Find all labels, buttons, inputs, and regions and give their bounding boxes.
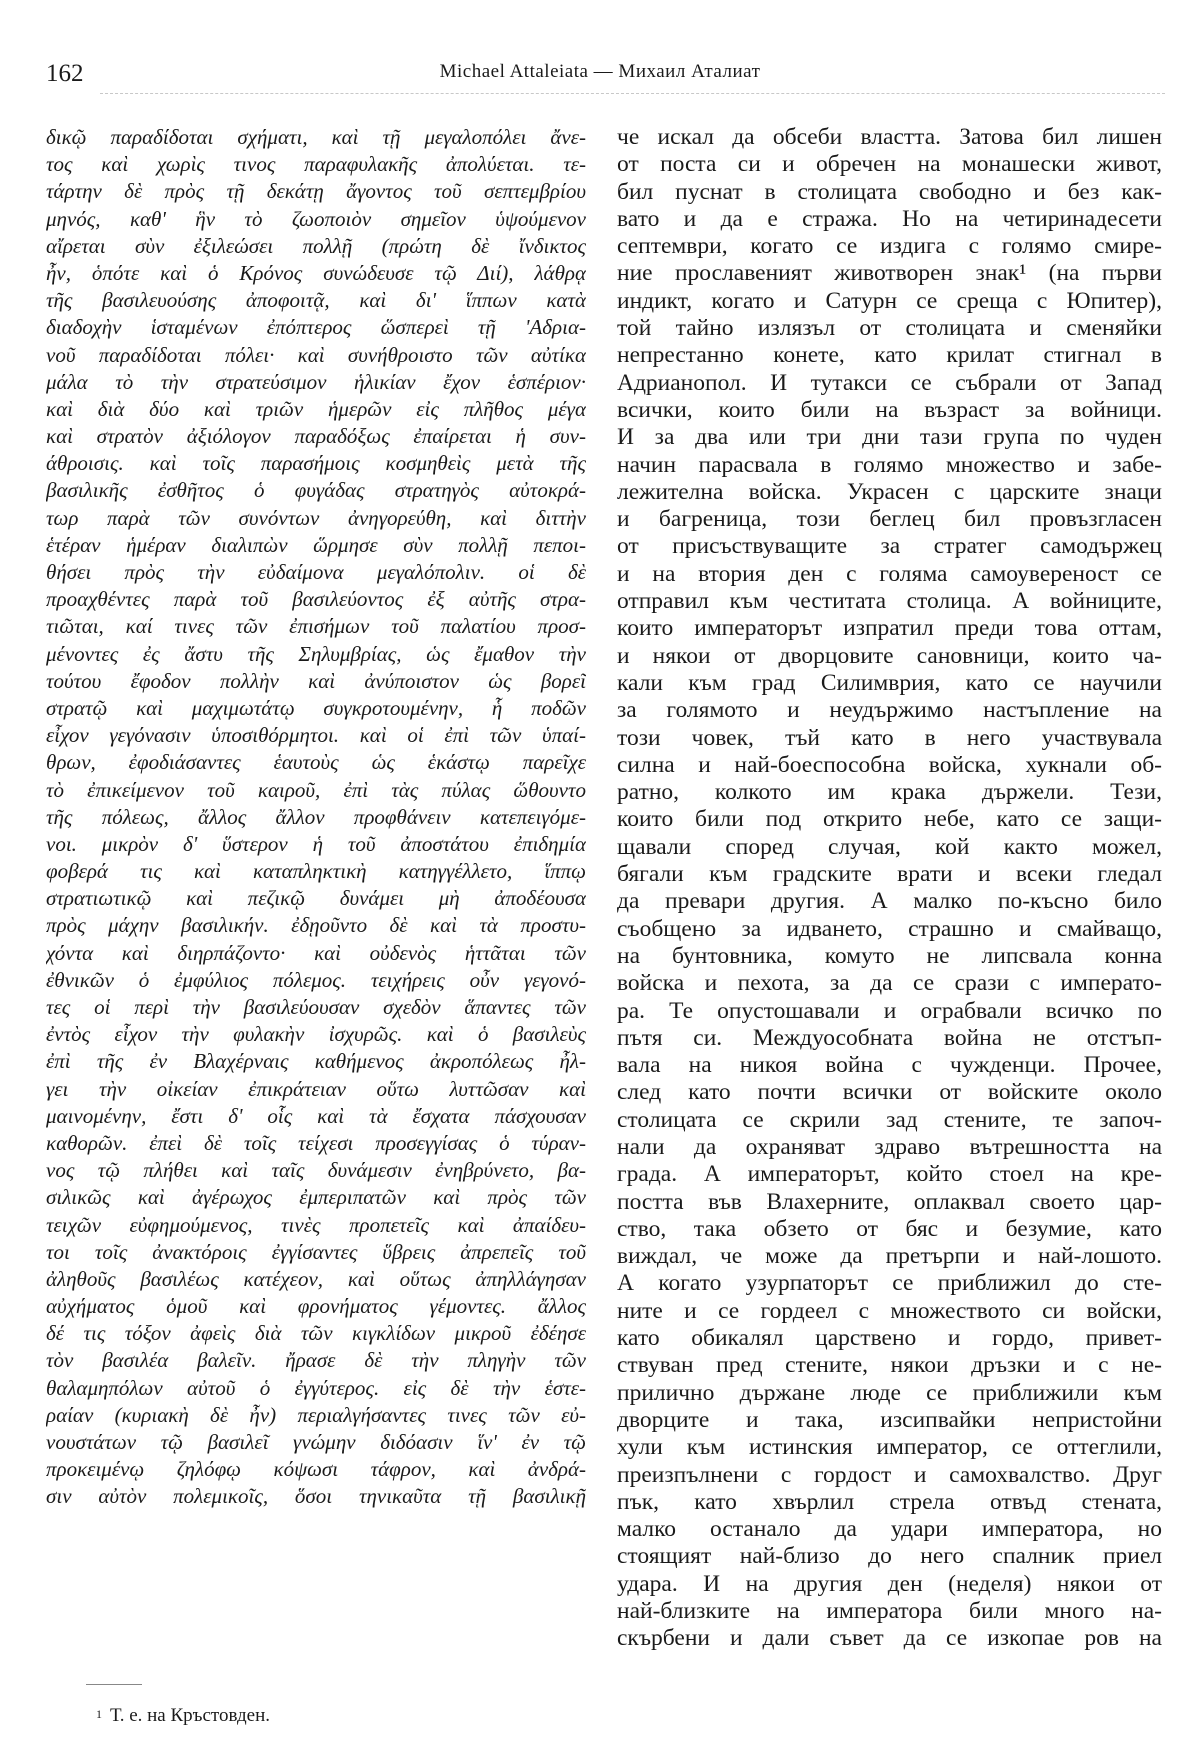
- text-line: като обикалял царствено и гордо, привет-: [617, 1325, 1162, 1352]
- text-line: преизпълнени с гордост и самохвалство. Друг: [617, 1461, 1162, 1488]
- text-line: виждал, че може да претърпи и най-лошото.: [617, 1243, 1162, 1270]
- text-line: φοβερά τις καὶ καταπληκτικὴ κατηγγέλλετο, ἵππῳ: [46, 859, 586, 884]
- text-line: хули към истинския император, се оттеглили,: [617, 1434, 1162, 1461]
- text-line: бягали към градските врати и всеки гледал: [617, 861, 1162, 888]
- text-line: от присъствуващите за стратег самодържец: [617, 533, 1162, 560]
- text-line: града. А императорът, който стоел на кре-: [617, 1161, 1162, 1188]
- text-line: ἀληθοῦς βασιλέως κατέχεον, καὶ οὕτως ἀπηλλάγησαν: [46, 1266, 586, 1291]
- text-line: вала на никоя война с чужденци. Прочее,: [617, 1052, 1162, 1079]
- text-line: αὐχήματος ὁμοῦ καὶ φρονήματος γέμοντες. ἄλλος: [46, 1294, 586, 1319]
- text-line: ратно, колкото им крака държели. Тези,: [617, 779, 1162, 806]
- text-line: и багреница, този беглец бил провъзгласен: [617, 506, 1162, 533]
- text-line: и на втория ден с голяма самоувереност се: [617, 560, 1162, 587]
- text-line: войска и пехота, за да се срази с императо-: [617, 970, 1162, 997]
- text-line: столицата се скрили зад стените, те започ-: [617, 1106, 1162, 1133]
- footnote: [96, 1705, 270, 1727]
- text-line: καθορῶν. ἐπεὶ δὲ τοῖς τείχεσι προσεγγίσας ὁ τύραν-: [46, 1130, 586, 1155]
- text-line: прилично държане люде се приближили към: [617, 1379, 1162, 1406]
- text-line: Адрианопол. И тутакси се събрали от Запад: [617, 369, 1162, 396]
- text-line: пътя си. Междуособната война не отстъп-: [617, 1024, 1162, 1051]
- text-line: καὶ διὰ δύο καὶ τριῶν ἡμερῶν εἰς πλῆθος μέγα: [46, 396, 586, 421]
- text-line: ἐπὶ τῆς ἐν Βλαχέρναις καθήμενος ἀκροπόλεως ἦλ-: [46, 1049, 586, 1074]
- text-line: μάλα τὸ τὴν στρατεύσιμον ἡλικίαν ἔχον ἑσπέριον·: [46, 369, 586, 394]
- text-line: θαλαμηπόλων αὐτοῦ ὁ ἐγγύτερος. εἰς δὲ τὴν ἑστε-: [46, 1375, 586, 1400]
- text-line: ἐθνικῶν ὁ ἐμφύλιος πόλεμος. τειχήρεις οὖν γεγονό-: [46, 967, 586, 992]
- text-line: лежителна войска. Украсен с царските знаци: [617, 478, 1162, 505]
- text-line: удара. И на другия ден (неделя) някои от: [617, 1570, 1162, 1597]
- text-line: вато и да е стража. Но на четиринадесети: [617, 205, 1162, 232]
- text-line: след като почти всички от войските около: [617, 1079, 1162, 1106]
- text-line: τὸν βασιλέα βαλεῖν. ἤρασε δὲ τὴν πληγὴν τῶν: [46, 1348, 586, 1373]
- text-line: които императорът изпратил преди това оттам,: [617, 615, 1162, 642]
- text-line: този човек, тъй като в него участвувала: [617, 724, 1162, 751]
- text-line: μηνός, καθ' ἣν τὸ ζωοποιὸν σημεῖον ὑψούμενον: [46, 206, 586, 231]
- text-line: βασιλικῆς ἐσθῆτος ὁ φυγάδας στρατηγὸς αὐτοκρά-: [46, 478, 586, 503]
- text-line: νοῦ παραδίδοται πόλει· καὶ συνήθροιστο τῶν αὐτίκα: [46, 342, 586, 367]
- text-line: θήσει πρὸς τὴν εὐδαίμονα μεγαλόπολιν. οἱ δὲ: [46, 560, 586, 584]
- text-line: τες οἱ περὶ τὴν βασιλεύουσαν σχεδὸν ἅπαντες τῶν: [46, 995, 586, 1019]
- text-line: кали към град Силимврия, като се научили: [617, 669, 1162, 696]
- text-line: στρατῷ καὶ μαχιμωτάτῳ συγκροτουμένην, ἧ ποδῶν: [46, 695, 586, 720]
- text-line: σιν αὐτὸν πολεμικοῖς, ὅσοι τηνικαῦτα τῇ βασιλικῇ: [46, 1484, 586, 1509]
- text-line: щавали според случая, кой както можел,: [617, 833, 1162, 860]
- text-line: всички, които били на възраст за войници.: [617, 396, 1162, 423]
- text-line: най-близките на императора били много на-: [617, 1598, 1162, 1625]
- text-line: начин парасвала в голямо множество и забе-: [617, 451, 1162, 478]
- text-line: да превари другия. А малко по-късно било: [617, 888, 1162, 915]
- text-line: ἑτέραν ἡμέραν διαλιπὼν ὥρμησε σὺν πολλῇ πεποι-: [46, 532, 586, 557]
- text-line: χόντα καὶ διηρπάζοντο· καὶ οὐδενὸς ἡττᾶται τῶν: [46, 940, 586, 965]
- text-line: ἐντὸς εἶχον τὴν φυλακὴν ἰσχυρῶς. καὶ ὁ βασιλεὺς: [46, 1022, 586, 1047]
- text-line: καὶ στρατὸν ἀξιόλογον παραδόξως ἐπαίρεται ἡ συν-: [46, 424, 586, 449]
- text-line: μένοντες ἐς ἄστυ τῆς Σηλυμβρίας, ὡς ἔμαθον τὴν: [46, 641, 586, 666]
- footnote-text: Т. е. на Кръстовден.: [110, 1705, 270, 1726]
- text-line: νοι. μικρὸν δ' ὕστερον ἡ τοῦ ἀποστάτου ἐπιδημία: [46, 831, 586, 856]
- text-line: νουστάτων τῷ βασιλεῖ γνώμην διδόασιν ἵν' ἐν τῷ: [46, 1430, 586, 1454]
- text-line: които били под открито небе, като се защи-: [617, 806, 1162, 833]
- text-line: И за два или три дни тази група по чуден: [617, 424, 1162, 451]
- text-line: τος καὶ χωρὶς τινος παραφυλακῆς ἀπολύεται. τε-: [46, 152, 586, 177]
- text-line: εἶχον γεγόνασιν ὑποσιθόρμητοι. καὶ οἱ ἐπὶ τῶν ὑπαί-: [46, 723, 586, 748]
- text-line: на бунтовника, комуто не липсвала конна: [617, 942, 1162, 969]
- text-line: стоящият най-близо до него спалник приел: [617, 1543, 1162, 1570]
- text-line: τούτου ἔφοδον πολλὴν καὶ ἀνύποιστον ὡς βορεῖ: [46, 668, 586, 693]
- text-line: τωρ παρὰ τῶν συνόντων ἀνηγορεύθη, καὶ διττὴν: [46, 505, 586, 530]
- text-line: αἴρεται σὺν ἐξιλεώσει πολλῇ (πρώτη δὲ ἴνδικτος: [46, 233, 586, 258]
- text-line: септември, когато се издига с голямо смире-: [617, 233, 1162, 260]
- text-line: А когато узурпаторът се приближил до сте-: [617, 1270, 1162, 1297]
- header-divider: [100, 93, 1165, 94]
- text-line: πρὸς μάχην βασιλικήν. ἐδῃοῦντο δὲ καὶ τὰ προστυ-: [46, 913, 586, 938]
- text-line: за голямото и неудържимо настъпление на: [617, 697, 1162, 724]
- text-line: бил пуснат в столицата свободно и без как-: [617, 178, 1162, 205]
- text-line: σιλικῶς καὶ ἀγέρωχος ἐμπεριπατῶν καὶ πρὸς τῶν: [46, 1185, 586, 1210]
- text-line: διαδοχὴν ἱσταμένων ἐπόπτερος ὥσπερεὶ τῇ 'Αδρια-: [46, 315, 586, 340]
- text-line: νος τῷ πλήθει καὶ ταῖς δυνάμεσιν ἐνηβρύνετο, βα-: [46, 1158, 586, 1183]
- text-line: τοι τοῖς ἀνακτόροις ἐγγίσαντες ὕβρεις ἀπρεπεῖς τοῦ: [46, 1239, 586, 1264]
- text-line: προαχθέντες παρὰ τοῦ βασιλεύοντος ἐξ αὐτῆς στρα-: [46, 587, 586, 612]
- text-line: τειχῶν εὐφημούμενος, τινὲς προπετεῖς καὶ ἀπαίδευ-: [46, 1212, 586, 1237]
- text-line: δικῷ παραδίδοται σχήματι, καὶ τῇ μεγαλοπόλει ἄνε-: [46, 125, 586, 149]
- text-line: и някои от дворцовите сановници, които ча-: [617, 642, 1162, 669]
- text-line: непрестанно конете, като крилат стигнал в: [617, 342, 1162, 369]
- text-line: отправил към честитата столица. А войниците,: [617, 588, 1162, 615]
- text-line: τὸ ἐπικείμενον τοῦ καιροῦ, ἐπὶ τὰς πύλας ὥθουντο: [46, 777, 586, 802]
- text-line: τάρτην δὲ πρὸς τῇ δεκάτῃ ἄγοντος τοῦ σεπτεμβρίου: [46, 179, 586, 204]
- text-line: μαινομένην, ἔστι δ' οἷς καὶ τὰ ἔσχατα πάσχουσαν: [46, 1103, 586, 1128]
- text-line: γει τὴν οἰκείαν ἐπικράτειαν οὕτω λυττῶσαν καὶ: [46, 1076, 586, 1101]
- text-line: τῆς βασιλευούσης ἀποφοιτᾷ, καὶ δι' ἵππων κατὰ: [46, 288, 586, 313]
- text-line: ραίαν (κυριακὴ δὲ ἦν) περιαλγήσαντες τινες τῶν εὐ-: [46, 1402, 586, 1427]
- running-title: Michael Attaleiata — Михаил Аталиат: [439, 61, 761, 82]
- text-line: дворците и така, изсипвайки непристойни: [617, 1406, 1162, 1433]
- greek-text-column: [46, 124, 586, 1511]
- page-number: 162: [46, 60, 84, 87]
- text-line: индикт, когато и Сатурн се среща с Юпитер),: [617, 287, 1162, 314]
- text-line: προκειμένῳ ζηλόφῳ κόψωσι τάφρον, καὶ ἀνδρά-: [46, 1457, 586, 1482]
- text-line: ἦν, ὁπότε καὶ ὁ Κρόνος συνώδευσε τῷ Διί), λάθρᾳ: [46, 260, 586, 285]
- text-line: άθροισις. καὶ τοῖς παρασήμοις κοσμηθεὶς μετὰ τῆς: [46, 451, 586, 476]
- text-line: малко останало да удари императора, но: [617, 1516, 1162, 1543]
- text-line: силна и най-боеспособна войска, хукнали об-: [617, 751, 1162, 778]
- text-line: ствуван пред стените, някои дръзки и с не-: [617, 1352, 1162, 1379]
- footnote-divider: [86, 1684, 142, 1685]
- text-line: нали да охраняват здраво вътрешността на: [617, 1133, 1162, 1160]
- text-line: θρων, ἐφοδιάσαντες ἑαυτοὺς ὡς ἑκάστῳ παρεῖχε: [46, 750, 586, 775]
- text-line: ство, така обзето от бяс и безумие, като: [617, 1215, 1162, 1242]
- text-line: че искал да обсеби властта. Затова бил лишен: [617, 124, 1162, 150]
- text-line: δέ τις τόξον ἀφεὶς διὰ τῶν κιγκλίδων μικροῦ ἐδέησε: [46, 1321, 586, 1346]
- text-line: скърбени и дали съвет да се изкопае ров на: [617, 1625, 1162, 1652]
- text-line: στρατιωτικῷ καὶ πεζικῷ δυνάμει μὴ ἀποδέουσα: [46, 886, 586, 911]
- text-line: пък, като хвърлил стрела отвъд стената,: [617, 1488, 1162, 1515]
- bulgarian-translation-column: [617, 124, 1162, 1653]
- text-line: ните и се гордеел с множеството си войски,: [617, 1297, 1162, 1324]
- text-line: от поста си и обречен на монашески живот,: [617, 151, 1162, 178]
- text-line: τῆς πόλεως, ἄλλος ἄλλον προφθάνειν κατεπειγόμε-: [46, 804, 586, 829]
- text-line: постта във Влахерните, оплаквал своето цар-: [617, 1188, 1162, 1215]
- footnote-marker: 1: [96, 1707, 102, 1721]
- text-line: ние прославеният животворен знак¹ (на първи: [617, 260, 1162, 287]
- text-line: той тайно излязъл от столицата и сменяйки: [617, 315, 1162, 342]
- text-line: съобщено за идването, страшно и смайващо,: [617, 915, 1162, 942]
- text-line: τιῶται, καί τινες τῶν ἐπισήμων τοῦ παλατίου προσ-: [46, 614, 586, 639]
- text-line: ра. Те опустошавали и ограбвали всичко по: [617, 997, 1162, 1024]
